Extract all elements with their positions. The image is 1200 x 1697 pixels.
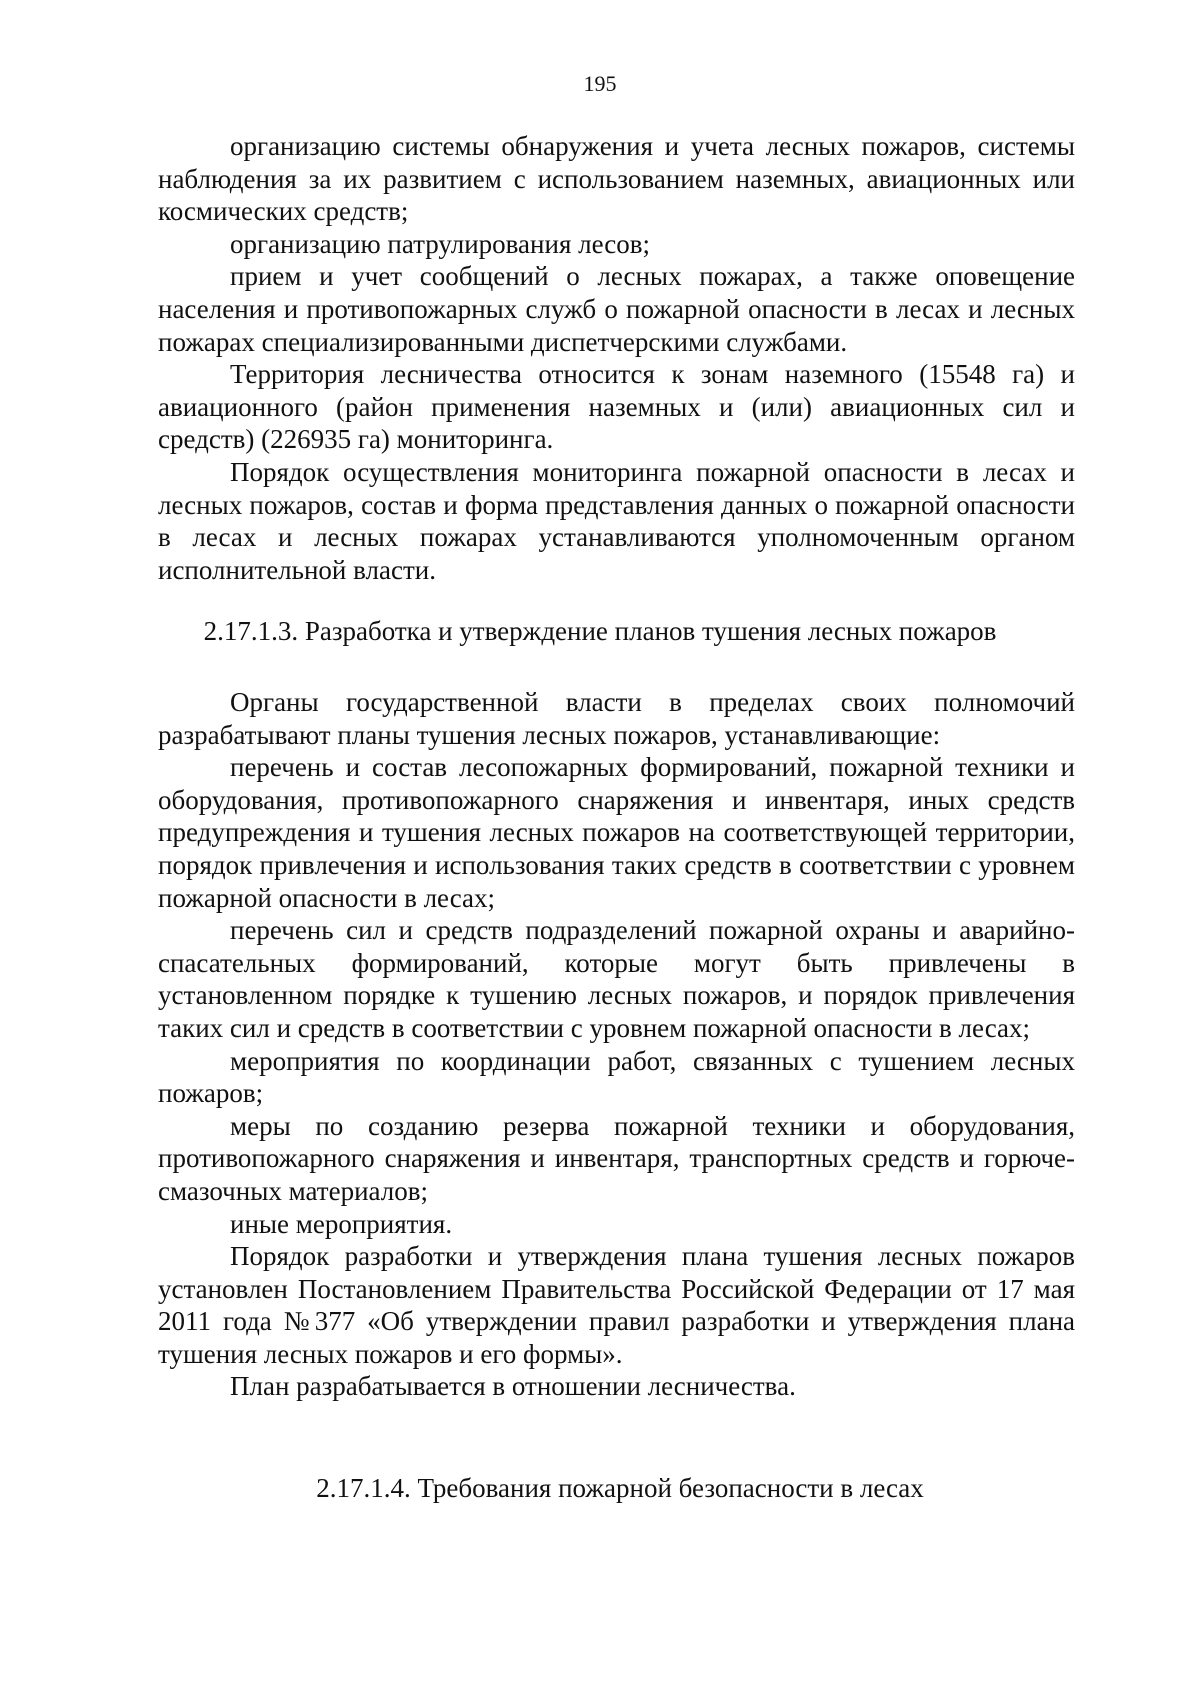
section-heading: 2.17.1.4. Требования пожарной безопасности в лесах	[316, 1473, 924, 1503]
paragraph: Порядок разработки и утверждения плана тушения лесных пожаров установлен Постановлением Правительства Российской Федерации от 17 мая 2011 года №377 «Об утверждении правил разработки и утверждения плана тушения лесных пожаров и его формы».	[158, 1241, 1075, 1369]
paragraph: Порядок осуществления мониторинга пожарной опасности в лесах и лесных пожаров, состав и форма представления данных о пожарной опасности в лесах и лесных пожарах устанавливаются уполномоченным органом исполнительной власти.	[158, 456, 1075, 585]
paragraph: организацию патрулирования лесов;	[230, 228, 650, 259]
paragraph: прием и учет сообщений о лесных пожарах, а также оповещение населения и противопожарных служб о пожарной опасности в лесах и лесных пожарах специализированными диспетчерскими службами.	[158, 261, 1075, 357]
paragraph: Органы государственной власти в пределах своих полномочий разрабатывают планы тушения лесных пожаров, устанавливающие:	[158, 687, 1075, 750]
paragraph: иные мероприятия.	[230, 1208, 453, 1239]
paragraph: перечень сил и средств подразделений пожарной охраны и аварийно-спасательных формирований, которые могут быть привлечены в установленном порядке к тушению лесных пожаров, и порядок привлечения таких сил и средств в соответствии с уровнем пожарной опасности в лесах;	[158, 915, 1075, 1043]
paragraph: мероприятия по координации работ, связанных с тушением лесных пожаров;	[158, 1045, 1075, 1109]
paragraph: перечень и состав лесопожарных формирований, пожарной техники и оборудования, противопожарного снаряжения и инвентаря, иных средств предупреждения и тушения лесных пожаров на соответствующей территории, порядок привлечения и использования таких средств в соответствии с уровнем пожарной опасности в лесах;	[158, 752, 1075, 913]
paragraph: Территория лесничества относится к зонам наземного (15548 га) и авиационного (район применения наземных и (или) авиационных сил и средств) (226935 га) мониторинга.	[158, 359, 1075, 455]
paragraph: План разрабатывается в отношении лесничества.	[230, 1371, 796, 1402]
body-text-section-1	[158, 130, 1075, 586]
page-number: 195	[583, 71, 617, 96]
paragraph: меры по созданию резерва пожарной техники и оборудования, противопожарного снаряжения и инвентаря, транспортных средств и горюче-смазочных материалов;	[158, 1110, 1075, 1206]
section-heading: 2.17.1.3. Разработка и утверждение планов тушения лесных пожаров	[203, 616, 997, 646]
body-text-section-2	[158, 686, 1075, 1403]
paragraph: организацию системы обнаружения и учета лесных пожаров, системы наблюдения за их развитием с использованием наземных, авиационных или космических средств;	[158, 131, 1075, 227]
